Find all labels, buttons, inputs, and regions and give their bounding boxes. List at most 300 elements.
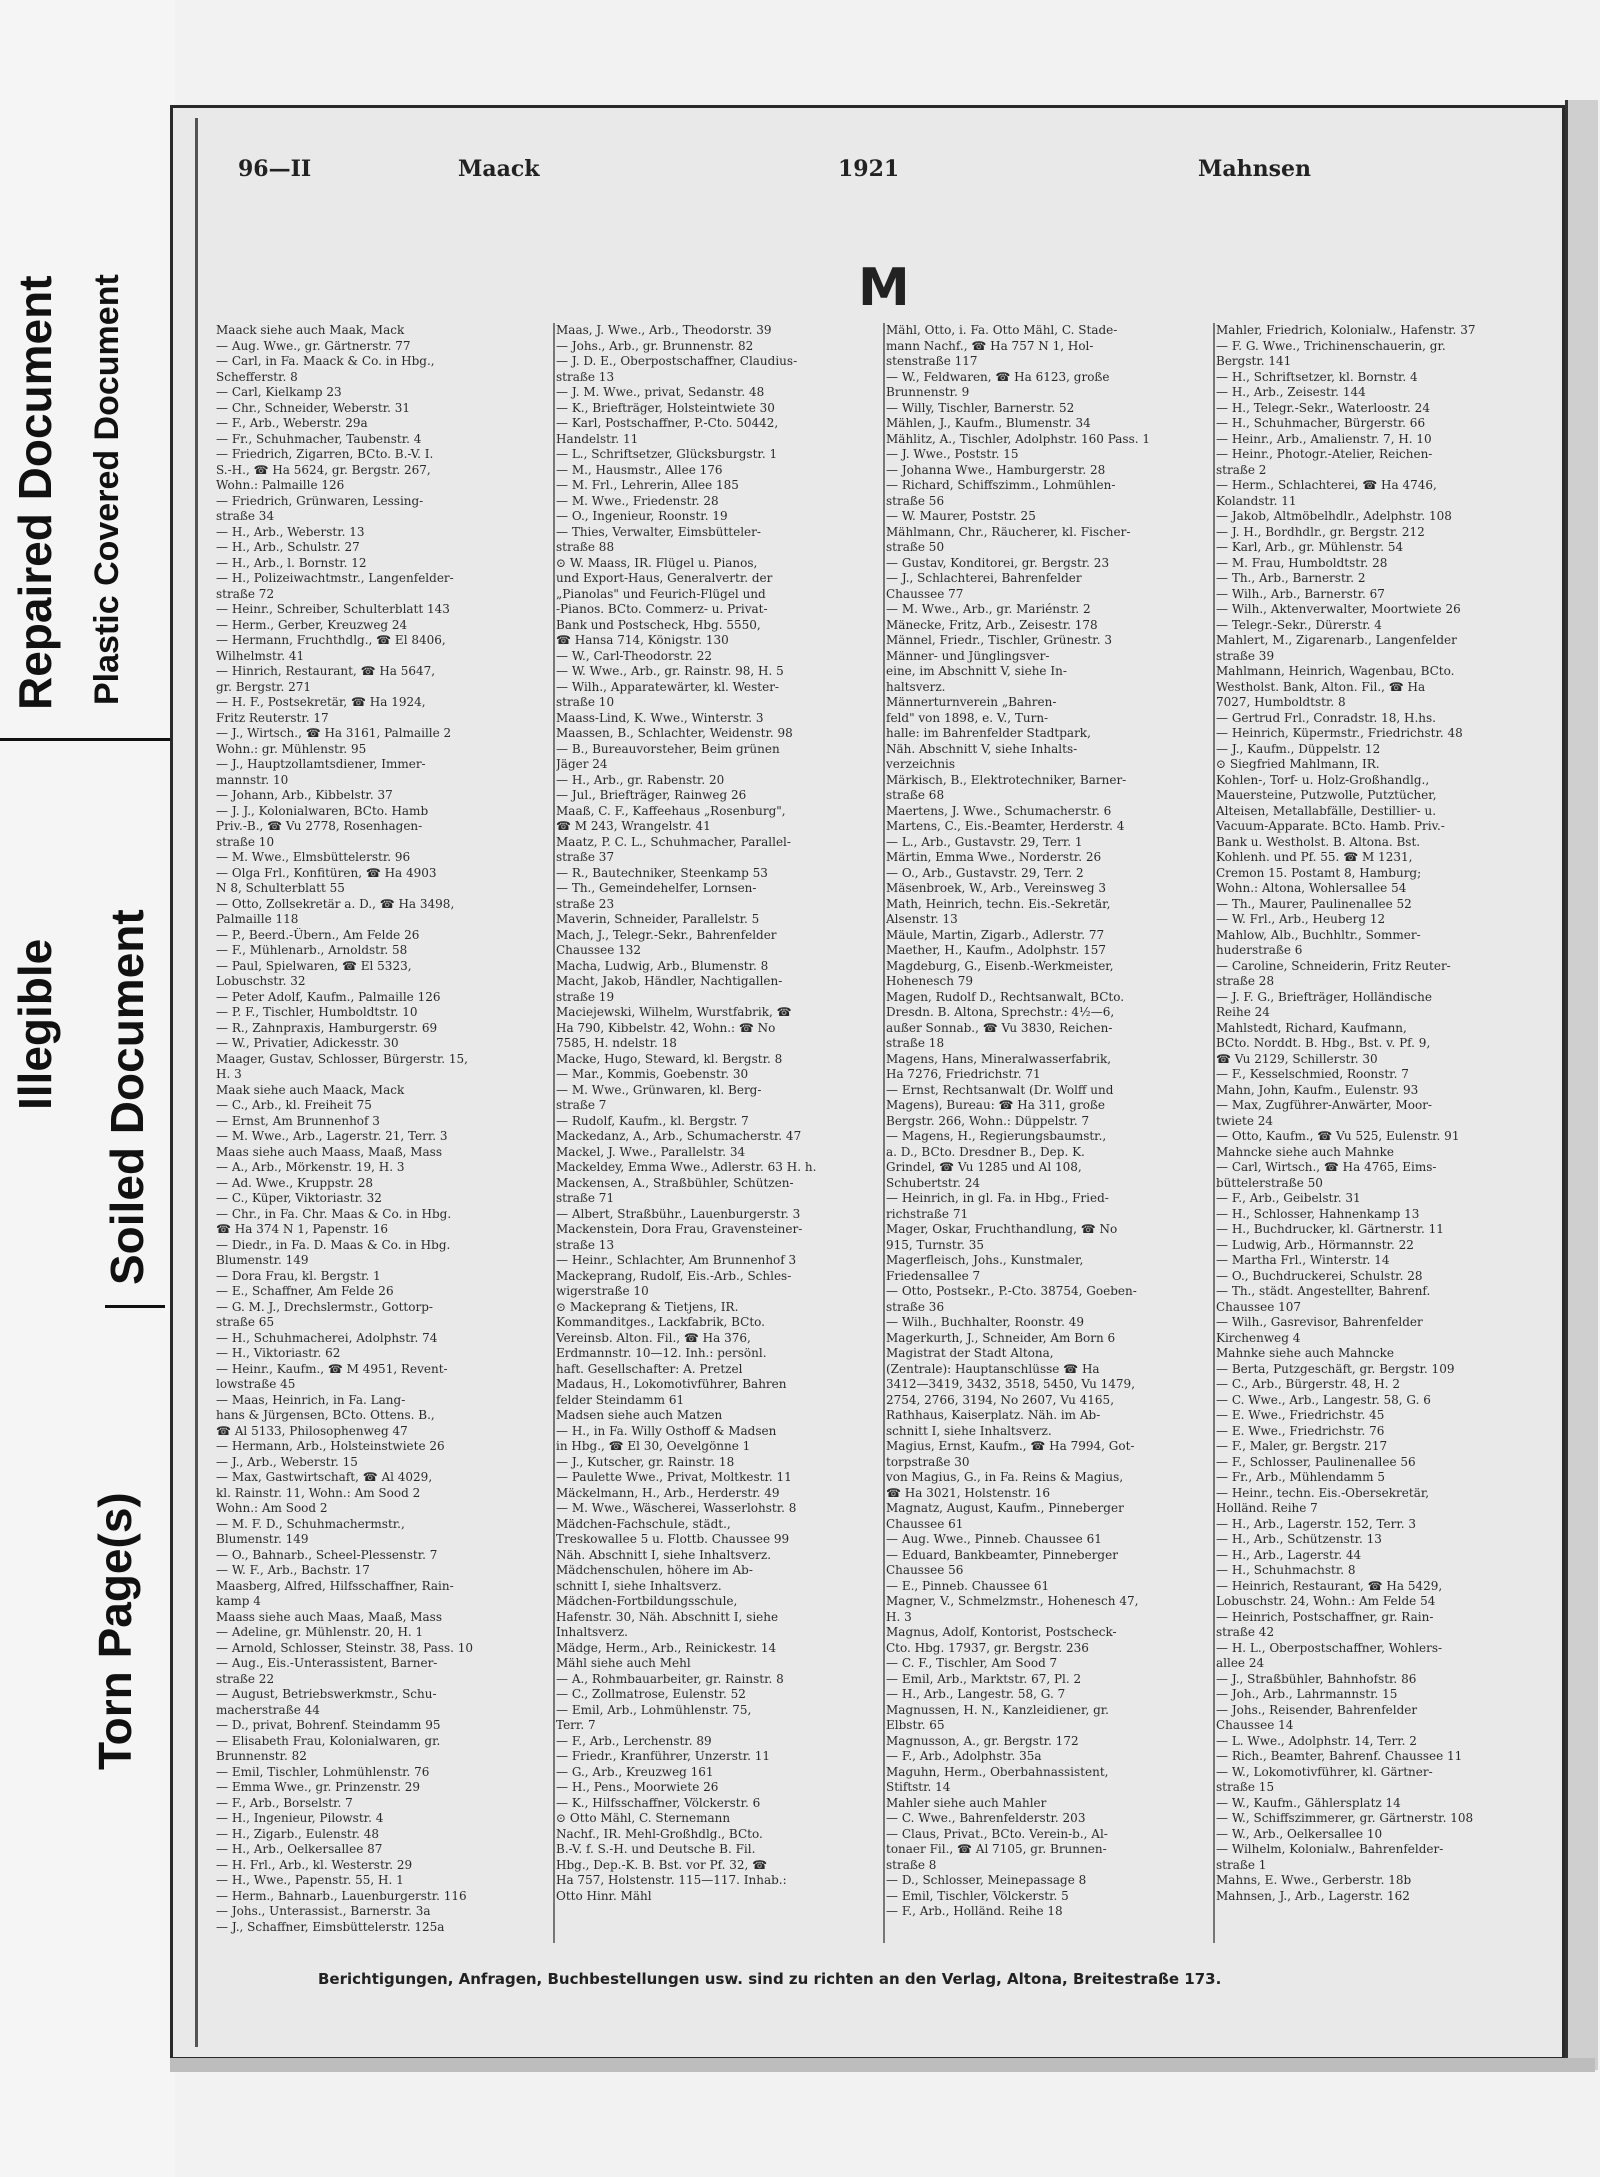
directory-entry: Mäule, Martin, Zigarb., Adlerstr. 77	[886, 927, 1105, 942]
label-divider	[0, 738, 170, 741]
directory-entry: straße 72	[216, 586, 275, 601]
directory-entry: richstraße 71	[886, 1206, 969, 1221]
directory-entry: straße 1	[1216, 1857, 1267, 1872]
directory-entry: Magius, Ernst, Kaufm., ☎ Ha 7994, Got-	[886, 1439, 1135, 1453]
directory-entry: — Wilh., Aktenverwalter, Moortwiete 26	[1216, 602, 1461, 616]
directory-entry: — Heinr., techn. Eis.-Obersekretär,	[1216, 1485, 1430, 1500]
directory-entry: — O., Ingenieur, Roonstr. 19	[556, 509, 728, 523]
directory-entry: Mahlmann, Heinrich, Wagenbau, BCto.	[1216, 664, 1455, 678]
directory-entry: Reihe 24	[1216, 1005, 1270, 1019]
directory-entry: Magerfleisch, Johs., Kunstmaler,	[886, 1253, 1084, 1267]
directory-entry: — H., Arb., Schützenstr. 13	[1216, 1532, 1382, 1546]
page-header	[198, 156, 1540, 196]
directory-entry: — A., Rohmbauarbeiter, gr. Rainstr. 8	[556, 1671, 784, 1686]
directory-entry: — Carl, in Fa. Maack & Co. in Hbg.,	[216, 354, 435, 368]
directory-entry: in Hbg., ☎ El 30, Oevelgönne 1	[556, 1439, 751, 1453]
directory-entry: — B., Bureauvorsteher, Beim grünen	[556, 741, 780, 756]
directory-entry: Mahler siehe auch Mahler	[886, 1795, 1047, 1810]
directory-entry: — H., Arb., gr. Rabenstr. 20	[556, 772, 725, 787]
directory-entry: — W. Wwe., Arb., gr. Rainstr. 98, H. 5	[556, 664, 784, 678]
directory-entry: Kohlenh. und Pf. 55. ☎ M 1231,	[1216, 850, 1413, 864]
directory-entry: straße 88	[556, 540, 615, 554]
directory-entry: — L. Wwe., Adolphstr. 14, Terr. 2	[1216, 1733, 1417, 1748]
directory-entry: — Wilh., Buchhalter, Roonstr. 49	[886, 1315, 1084, 1329]
directory-entry: — Aug. Wwe., Pinneb. Chaussee 61	[886, 1532, 1102, 1546]
directory-entry: — G., Arb., Kreuzweg 161	[556, 1764, 714, 1779]
directory-entry: 2754, 2766, 3194, No 2607, Vu 4165,	[886, 1392, 1115, 1407]
directory-entry: — Albert, Straßbühr., Lauenburgerstr. 3	[556, 1206, 801, 1221]
directory-entry: macherstraße 44	[216, 1702, 320, 1717]
directory-entry: — Th., städt. Angestellter, Bahrenf.	[1216, 1284, 1431, 1298]
directory-entry: — M. Wwe., Grünwaren, kl. Berg-	[556, 1082, 762, 1097]
directory-entry: — H., Schuhmachstr. 8	[1216, 1563, 1356, 1577]
directory-entry: Macht, Jakob, Händler, Nachtigallen-	[556, 974, 783, 988]
directory-entry: — D., privat, Bohrenf. Steindamm 95	[216, 1718, 441, 1732]
directory-entry: Magner, V., Schmelzmstr., Hohenesch 47,	[886, 1594, 1139, 1608]
directory-entry: — J., Wirtsch., ☎ Ha 3161, Palmaille 2	[216, 726, 452, 740]
directory-entry: — J. F. G., Briefträger, Holländische	[1216, 989, 1432, 1004]
directory-entry: büttelerstraße 50	[1216, 1175, 1323, 1190]
directory-entry: — H., Schuhmacher, Bürgerstr. 66	[1216, 416, 1426, 430]
directory-entry: — M. Wwe., Arb., gr. Mariénstr. 2	[886, 602, 1091, 616]
directory-entry: — Karl, Postschaffner, P.-Cto. 50442,	[556, 416, 779, 430]
label-torn-pages: Torn Page(s)	[89, 1492, 141, 1770]
directory-entry: — M. Wwe., Wäscherei, Wasserlohstr. 8	[556, 1501, 797, 1515]
directory-entry: Chaussee 107	[1216, 1299, 1302, 1314]
directory-entry: Mahncke siehe auch Mahnke	[1216, 1144, 1394, 1159]
directory-entry: — Wilhelm, Kolonialw., Bahrenfelder-	[1216, 1842, 1444, 1856]
directory-entry: huderstraße 6	[1216, 943, 1303, 957]
directory-entry: — H., Arb., Langestr. 58, G. 7	[886, 1687, 1066, 1701]
directory-entry: Kohlen-, Torf- u. Holz-Großhandlg.,	[1216, 772, 1430, 787]
directory-entry: — Th., Arb., Barnerstr. 2	[1216, 571, 1366, 585]
directory-entry: straße 71	[556, 1191, 615, 1205]
directory-entry: — H. Frl., Arb., kl. Westerstr. 29	[216, 1857, 413, 1872]
directory-entry: Martens, C., Eis.-Beamter, Herderstr. 4	[886, 819, 1125, 833]
directory-entry: — H., Viktoriastr. 62	[216, 1346, 341, 1360]
directory-entry: Maether, H., Kaufm., Adolphstr. 157	[886, 943, 1107, 957]
directory-entry: Alteisen, Metallabfälle, Destillier- u.	[1216, 803, 1437, 818]
directory-entry: — J., Straßbühler, Bahnhofstr. 86	[1216, 1671, 1417, 1686]
directory-entry: — G. M. J., Drechslermstr., Gottorp-	[216, 1299, 433, 1314]
section-letter: M	[858, 258, 910, 318]
directory-entry: Brunnenstr. 9	[886, 385, 970, 399]
label-divider	[105, 1305, 165, 1308]
directory-entry: Hohenesch 79	[886, 974, 974, 988]
directory-entry: — Telegr.-Sekr., Dürerstr. 4	[1216, 617, 1382, 632]
directory-entry: ☎ Ha 374 N 1, Papenstr. 16	[216, 1222, 388, 1236]
directory-entry: Brunnenstr. 82	[216, 1749, 307, 1763]
directory-entry: — Herm., Schlachterei, ☎ Ha 4746,	[1216, 478, 1437, 492]
directory-entry: BCto. Norddt. B. Hbg., Bst. v. Pf. 9,	[1216, 1036, 1431, 1050]
directory-entry: Kolandstr. 11	[1216, 493, 1297, 508]
scanned-page	[170, 105, 1565, 2060]
directory-column-3	[886, 323, 1206, 1953]
directory-entry: Maager, Gustav, Schlosser, Bürgerstr. 15,	[216, 1051, 468, 1066]
directory-entry: — E. Wwe., Friedrichstr. 45	[1216, 1408, 1385, 1422]
directory-entry: — J., Kutscher, gr. Rainstr. 18	[556, 1454, 735, 1469]
directory-entry: Nachf., IR. Mehl-Großhdlg., BCto.	[556, 1826, 763, 1841]
directory-entry: Grindel, ☎ Vu 1285 und Al 108,	[886, 1160, 1082, 1174]
directory-entry: — P. F., Tischler, Humboldtstr. 10	[216, 1005, 418, 1019]
directory-entry: Männer- und Jünglingsver-	[886, 648, 1050, 663]
directory-entry: Rathhaus, Kaiserplatz. Näh. im Ab-	[886, 1408, 1101, 1422]
directory-entry: gr. Bergstr. 271	[216, 679, 311, 694]
directory-entry: N 8, Schulterblatt 55	[216, 881, 345, 895]
directory-entry: — Martha Frl., Winterstr. 14	[1216, 1253, 1390, 1267]
directory-entry: Handelstr. 11	[556, 431, 639, 446]
directory-entry: Lobuschstr. 32	[216, 974, 306, 988]
directory-entry: — Heinr., Schreiber, Schulterblatt 143	[216, 602, 450, 616]
directory-entry: Maas siehe auch Maass, Maaß, Mass	[216, 1144, 442, 1159]
directory-entry: — Chr., in Fa. Chr. Maas & Co. in Hbg.	[216, 1206, 452, 1221]
directory-entry: 915, Turnstr. 35	[886, 1237, 985, 1252]
page-reference: 96—II	[238, 156, 312, 182]
directory-entry: Maack siehe auch Maak, Mack	[216, 323, 405, 337]
directory-entry: — C., Arb., kl. Freiheit 75	[216, 1098, 372, 1112]
directory-entry: — H., Telegr.-Sekr., Waterloostr. 24	[1216, 400, 1430, 415]
directory-entry: straße 23	[556, 896, 615, 911]
page-edge	[1565, 100, 1598, 2070]
directory-entry: außer Sonnab., ☎ Vu 3830, Reichen-	[886, 1020, 1113, 1035]
directory-entry: — Aug., Eis.-Unterassistent, Barner-	[216, 1656, 438, 1670]
directory-entry: Maasberg, Alfred, Hilfsschaffner, Rain-	[216, 1578, 454, 1593]
directory-entry: Wohn.: Altona, Wohlersallee 54	[1216, 881, 1407, 895]
directory-entry: — August, Betriebswerkmstr., Schu-	[216, 1687, 437, 1701]
directory-entry: — M., Hausmstr., Allee 176	[556, 462, 723, 477]
directory-entry: — Friedrich, Grünwaren, Lessing-	[216, 493, 424, 508]
directory-entry: Elbstr. 65	[886, 1718, 945, 1732]
page-edge	[170, 2058, 1595, 2072]
directory-entry: Otto Hinr. Mähl	[556, 1888, 652, 1903]
directory-entry: Magerkurth, J., Schneider, Am Born 6	[886, 1330, 1116, 1345]
directory-entry: — Gustav, Konditorei, gr. Bergstr. 23	[886, 555, 1110, 570]
directory-entry: Kommanditges., Lackfabrik, BCto.	[556, 1315, 765, 1329]
directory-entry: — J. D. E., Oberpostschaffner, Claudius-	[556, 354, 798, 368]
directory-entry: — Olga Frl., Konfitüren, ☎ Ha 4903	[216, 865, 437, 880]
directory-entry: Mähl siehe auch Mehl	[556, 1656, 691, 1670]
directory-entry: — Paulette Wwe., Privat, Moltkestr. 11	[556, 1470, 792, 1484]
directory-entry: H. 3	[216, 1067, 242, 1081]
directory-entry: Erdmannstr. 10—12. Inh.: persönl.	[556, 1346, 767, 1360]
directory-entry: Chaussee 61	[886, 1516, 964, 1531]
directory-entry: Magnussen, H. N., Kanzleidiener, gr.	[886, 1702, 1109, 1717]
directory-entry: Mädchen-Fortbildungsschule,	[556, 1594, 738, 1608]
directory-entry: straße 19	[556, 989, 615, 1004]
directory-entry: Chaussee 77	[886, 586, 964, 601]
directory-entry: — J., Arb., Weberstr. 15	[216, 1454, 358, 1469]
directory-entry: Magen, Rudolf D., Rechtsanwalt, BCto.	[886, 989, 1125, 1004]
directory-entry: — H., Arb., l. Bornstr. 12	[216, 555, 367, 570]
directory-entry: Magens, Hans, Mineralwasserfabrik,	[886, 1051, 1112, 1066]
directory-entry: Bergstr. 266, Wohn.: Düppelstr. 7	[886, 1113, 1090, 1128]
directory-entry: — W., Feldwaren, ☎ Ha 6123, große	[886, 369, 1110, 384]
directory-entry: Mahns, E. Wwe., Gerberstr. 18b	[1216, 1873, 1412, 1887]
directory-entry: Maas, J. Wwe., Arb., Theodorstr. 39	[556, 323, 772, 337]
directory-entry: Magnus, Adolf, Kontorist, Postscheck-	[886, 1625, 1117, 1639]
directory-entry: — Carl, Kielkamp 23	[216, 385, 342, 399]
directory-entry: — O., Arb., Gustavstr. 29, Terr. 2	[886, 865, 1084, 880]
directory-entry: — Ad. Wwe., Kruppstr. 28	[216, 1175, 374, 1190]
directory-entry: — Emil, Arb., Lohmühlenstr. 75,	[556, 1702, 752, 1717]
directory-entry: — Wilh., Gasrevisor, Bahrenfelder	[1216, 1315, 1423, 1329]
directory-entry: Chaussee 14	[1216, 1718, 1294, 1732]
directory-entry: straße 10	[216, 834, 275, 849]
directory-entry: — W., Kaufm., Gählersplatz 14	[1216, 1795, 1401, 1810]
label-strip	[0, 0, 175, 2177]
directory-entry: Schefferstr. 8	[216, 369, 298, 384]
directory-entry: — J., Schlachterei, Bahrenfelder	[886, 571, 1082, 585]
directory-entry: — C. Wwe., Arb., Langestr. 58, G. 6	[1216, 1392, 1431, 1407]
directory-entry: Mackensen, A., Straßbühler, Schützen-	[556, 1175, 794, 1190]
directory-entry: — Johanna Wwe., Hamburgerstr. 28	[886, 462, 1106, 477]
directory-entry: — Jul., Briefträger, Rainweg 26	[556, 788, 747, 802]
directory-entry: Wilhelmstr. 41	[216, 648, 305, 663]
directory-entry: — J. J., Kolonialwaren, BCto. Hamb	[216, 803, 429, 818]
directory-entry: — P., Beerd.-Übern., Am Felde 26	[216, 927, 420, 942]
directory-entry: — Mar., Kommis, Goebenstr. 30	[556, 1067, 749, 1081]
directory-entry: — O., Buchdruckerei, Schulstr. 28	[1216, 1268, 1423, 1283]
directory-entry: Holländ. Reihe 7	[1216, 1501, 1318, 1515]
directory-entry: — L., Schriftsetzer, Glücksburgstr. 1	[556, 447, 778, 461]
directory-entry: Mahn, John, Kaufm., Eulenstr. 93	[1216, 1082, 1419, 1097]
directory-entry: S.-H., ☎ Ha 5624, gr. Bergstr. 267,	[216, 462, 431, 477]
directory-entry: — H., in Fa. Willy Osthoff & Madsen	[556, 1423, 777, 1438]
directory-entry: Schubertstr. 24	[886, 1175, 981, 1190]
directory-entry: B.-V. f. S.-H. und Deutsche B. Fil.	[556, 1842, 756, 1856]
directory-entry: — Arnold, Schlosser, Steinstr. 38, Pass. 10	[216, 1640, 474, 1655]
directory-entry: Männerturnverein „Bahren-	[886, 695, 1057, 709]
directory-entry: — C., Küper, Viktoriastr. 32	[216, 1191, 382, 1205]
directory-entry: Mählitz, A., Tischler, Adolphstr. 160 Pass. 1	[886, 431, 1150, 446]
directory-entry: straße 50	[886, 540, 945, 554]
directory-entry: — Johs., Reisender, Bahrenfelder	[1216, 1702, 1418, 1717]
directory-entry: — M. Frau, Humboldtstr. 28	[1216, 555, 1388, 570]
directory-entry: — H., Wwe., Papenstr. 55, H. 1	[216, 1873, 404, 1887]
directory-entry: Mäckelmann, H., Arb., Herderstr. 49	[556, 1485, 780, 1500]
directory-entry: Mahler, Friedrich, Kolonialw., Hafenstr. 37	[1216, 323, 1476, 337]
directory-entry: ☎ Hansa 714, Königstr. 130	[556, 633, 729, 647]
directory-entry: Terr. 7	[556, 1718, 596, 1732]
directory-entry: — R., Zahnpraxis, Hamburgerstr. 69	[216, 1020, 438, 1035]
directory-entry: Männel, Friedr., Tischler, Grünestr. 3	[886, 633, 1112, 647]
page-content	[195, 118, 1540, 2047]
directory-entry: straße 10	[556, 695, 615, 709]
directory-entry: — Heinrich, Küpermstr., Friedrichstr. 48	[1216, 726, 1463, 740]
directory-entry: Näh. Abschnitt V, siehe Inhalts-	[886, 741, 1078, 756]
directory-entry: Maatz, P. C. L., Schuhmacher, Parallel-	[556, 834, 791, 849]
directory-entry: — Aug. Wwe., gr. Gärtnerstr. 77	[216, 338, 411, 353]
directory-entry: Lobuschstr. 24, Wohn.: Am Felde 54	[1216, 1594, 1436, 1608]
directory-entry: — Magens, H., Regierungsbaumstr.,	[886, 1129, 1107, 1143]
directory-entry: — M. Wwe., Friedenstr. 28	[556, 493, 719, 508]
directory-entry: — Caroline, Schneiderin, Fritz Reuter-	[1216, 958, 1451, 973]
directory-entry: Fritz Reuterstr. 17	[216, 710, 329, 725]
directory-entry: — H., Arb., Zeisestr. 144	[1216, 385, 1366, 399]
directory-entry: — Karl, Arb., gr. Mühlenstr. 54	[1216, 540, 1404, 554]
directory-entry: 7585, H. ndelstr. 18	[556, 1036, 677, 1050]
directory-entry: — Thies, Verwalter, Eimsbütteler-	[556, 524, 761, 539]
directory-entry: Maguhn, Herm., Oberbahnassistent,	[886, 1764, 1109, 1779]
directory-entry: Mackenstein, Dora Frau, Gravensteiner-	[556, 1222, 803, 1236]
directory-entry: — O., Bahnarb., Scheel-Plessenstr. 7	[216, 1547, 438, 1562]
directory-entry: — Friedr., Kranführer, Unzerstr. 11	[556, 1749, 771, 1763]
directory-entry: stenstraße 117	[886, 354, 978, 368]
directory-entry: — Wilh., Apparatewärter, kl. Wester-	[556, 679, 779, 694]
directory-entry: — Hinrich, Restaurant, ☎ Ha 5647,	[216, 664, 436, 678]
directory-entry: — E., Pinneb. Chaussee 61	[886, 1578, 1050, 1593]
directory-entry: feld" von 1898, e. V., Turn-	[886, 710, 1049, 725]
directory-entry: — H., Schuhmacherei, Adolphstr. 74	[216, 1330, 438, 1345]
directory-entry: Märkisch, B., Elektrotechniker, Barner-	[886, 772, 1127, 787]
directory-entry: — Max, Zugführer-Anwärter, Moor-	[1216, 1098, 1432, 1112]
directory-entry: Wohn.: gr. Mühlenstr. 95	[216, 741, 367, 756]
directory-entry: „Pianolas" und Feurich-Flügel und	[556, 586, 766, 601]
directory-entry: mann Nachf., ☎ Ha 757 N 1, Hol-	[886, 338, 1094, 353]
directory-entry: Mänecke, Fritz, Arb., Zeisestr. 178	[886, 617, 1098, 632]
directory-entry: straße 2	[1216, 462, 1267, 477]
directory-entry: — Hermann, Arb., Holsteinstwiete 26	[216, 1439, 445, 1453]
directory-entry: Maass siehe auch Maas, Maaß, Mass	[216, 1609, 442, 1624]
directory-entry: wigerstraße 10	[556, 1284, 649, 1298]
directory-entry: — Gertrud Frl., Conradstr. 18, H.hs.	[1216, 710, 1436, 725]
header-last-name: Mahnsen	[1198, 156, 1311, 182]
directory-entry: — Max, Gastwirtschaft, ☎ Al 4029,	[216, 1470, 433, 1484]
directory-entry: — Rich., Beamter, Bahrenf. Chaussee 11	[1216, 1749, 1463, 1763]
directory-entry: — F., Kesselschmied, Roonstr. 7	[1216, 1067, 1409, 1081]
directory-entry: — Johann, Arb., Kibbelstr. 37	[216, 788, 393, 802]
directory-entry: — J., Kaufm., Düppelstr. 12	[1216, 741, 1381, 756]
directory-entry: ⊙ Siegfried Mahlmann, IR.	[1216, 757, 1380, 771]
directory-entry: Ha 790, Kibbelstr. 42, Wohn.: ☎ No	[556, 1020, 776, 1035]
directory-entry: Mach, J., Telegr.-Sekr., Bahrenfelder	[556, 927, 777, 942]
directory-entry: — Johs., Arb., gr. Brunnenstr. 82	[556, 338, 754, 353]
directory-entry: — F., Schlosser, Paulinenallee 56	[1216, 1454, 1416, 1469]
directory-entry: Mädchen-Fachschule, städt.,	[556, 1516, 731, 1531]
directory-entry: Dresdn. B. Altona, Sprechstr.: 4½—6,	[886, 1005, 1115, 1019]
directory-entry: Mädchenschulen, höhere im Ab-	[556, 1563, 753, 1577]
directory-entry: — H., Schriftsetzer, kl. Bornstr. 4	[1216, 369, 1418, 384]
directory-entry: — Ernst, Rechtsanwalt (Dr. Wolff und	[886, 1082, 1114, 1097]
directory-entry: verzeichnis	[886, 757, 956, 771]
directory-entry: straße 28	[1216, 974, 1275, 988]
directory-entry: — Fr., Arb., Mühlendamm 5	[1216, 1470, 1385, 1484]
directory-entry: und Export-Haus, Generalvertr. der	[556, 571, 773, 585]
directory-entry: — Heinrich, Postschaffner, gr. Rain-	[1216, 1609, 1434, 1624]
directory-entry: felder Steindamm 61	[556, 1392, 685, 1407]
directory-entry: — Willy, Tischler, Barnerstr. 52	[886, 400, 1075, 415]
directory-entry: Wohn.: Palmaille 126	[216, 478, 345, 492]
directory-entry: — H., Buchdrucker, kl. Gärtnerstr. 11	[1216, 1222, 1444, 1236]
directory-entry: — F., Arb., Weberstr. 29a	[216, 416, 368, 430]
label-repaired-document: Repaired Document	[9, 275, 61, 710]
directory-entry: ⊙ Mackeprang & Tietjens, IR.	[556, 1299, 739, 1314]
directory-entry: Magnusson, A., gr. Bergstr. 172	[886, 1733, 1079, 1748]
directory-entry: Chaussee 132	[556, 943, 642, 957]
directory-entry: — F., Arb., Geibelstr. 31	[1216, 1191, 1361, 1205]
directory-entry: (Zentrale): Hauptanschlüsse ☎ Ha	[886, 1361, 1100, 1376]
directory-entry: — W. F., Arb., Bachstr. 17	[216, 1563, 370, 1577]
directory-entry: — Adeline, gr. Mühlenstr. 20, H. 1	[216, 1625, 424, 1639]
directory-entry: Maak siehe auch Maack, Mack	[216, 1082, 405, 1097]
directory-entry: Cto. Hbg. 17937, gr. Bergstr. 236	[886, 1640, 1089, 1655]
directory-entry: — Chr., Schneider, Weberstr. 31	[216, 400, 411, 415]
directory-entry: — Emil, Arb., Marktstr. 67, Pl. 2	[886, 1671, 1082, 1686]
directory-entry: — Ludwig, Arb., Hörmannstr. 22	[1216, 1237, 1414, 1252]
directory-entry: — F. G. Wwe., Trichinenschauerin, gr.	[1216, 338, 1446, 353]
directory-entry: — H., Schlosser, Hahnenkamp 13	[1216, 1206, 1420, 1221]
directory-entry: — Dora Frau, kl. Bergstr. 1	[216, 1268, 381, 1283]
directory-entry: Mäsenbroek, W., Arb., Vereinsweg 3	[886, 881, 1107, 895]
directory-column-2	[556, 323, 876, 1953]
directory-entry: Mahlstedt, Richard, Kaufmann,	[1216, 1020, 1407, 1035]
directory-entry: ⊙ W. Maass, IR. Flügel u. Pianos,	[556, 555, 758, 570]
directory-entry: — Heinrich, Restaurant, ☎ Ha 5429,	[1216, 1578, 1443, 1593]
header-year: 1921	[838, 156, 900, 182]
directory-entry: — Th., Gemeindehelfer, Lornsen-	[556, 881, 757, 895]
directory-entry: Mahnsen, J., Arb., Lagerstr. 162	[1216, 1888, 1410, 1903]
label-illegible: Illegible	[9, 938, 61, 1110]
directory-entry: Mackeprang, Rudolf, Eis.-Arb., Schles-	[556, 1268, 792, 1283]
directory-entry: — Heinr., Kaufm., ☎ M 4951, Revent-	[216, 1361, 448, 1376]
directory-entry: a. D., BCto. Dresdner B., Dep. K.	[886, 1144, 1085, 1159]
directory-entry: Hafenstr. 30, Näh. Abschnitt I, siehe	[556, 1609, 779, 1624]
directory-entry: — J. H., Bordhdlr., gr. Bergstr. 212	[1216, 524, 1425, 539]
directory-entry: straße 42	[1216, 1625, 1275, 1639]
directory-entry: Bank u. Westholst. B. Altona. Bst.	[1216, 834, 1421, 849]
directory-entry: — Claus, Privat., BCto. Verein-b., Al-	[886, 1826, 1108, 1841]
directory-entry: schnitt I, siehe Inhaltsverz.	[556, 1578, 722, 1593]
directory-entry: — J., Hauptzollamtsdiener, Immer-	[216, 757, 426, 771]
directory-entry: — C., Arb., Bürgerstr. 48, H. 2	[1216, 1377, 1400, 1391]
directory-entry: Magens), Bureau: ☎ Ha 311, große	[886, 1098, 1106, 1112]
directory-entry: — Heinr., Photogr.-Atelier, Reichen-	[1216, 447, 1433, 461]
directory-entry: — H., Arb., Lagerstr. 44	[1216, 1547, 1362, 1562]
directory-entry: halle: im Bahrenfelder Stadtpark,	[886, 726, 1091, 740]
directory-entry: Treskowallee 5 u. Flottb. Chaussee 99	[556, 1532, 790, 1546]
directory-entry: — W. Frl., Arb., Heuberg 12	[1216, 912, 1386, 926]
directory-entry: Märtin, Emma Wwe., Norderstr. 26	[886, 850, 1102, 864]
directory-entry: — J., Schaffner, Eimsbüttelerstr. 125a	[216, 1919, 445, 1934]
directory-entry: Chaussee 56	[886, 1563, 964, 1577]
directory-entry: — F., Arb., Holländ. Reihe 18	[886, 1904, 1063, 1918]
directory-entry: straße 39	[1216, 648, 1275, 663]
directory-entry: Blumenstr. 149	[216, 1253, 309, 1267]
directory-entry: — C. F., Tischler, Am Sood 7	[886, 1656, 1058, 1670]
directory-entry: — W. Maurer, Poststr. 25	[886, 509, 1036, 523]
directory-entry: — Peter Adolf, Kaufm., Palmaille 126	[216, 989, 441, 1004]
directory-entry: Math, Heinrich, techn. Eis.-Sekretär,	[886, 896, 1111, 911]
directory-entry: — H. L., Oberpostschaffner, Wohlers-	[1216, 1640, 1443, 1655]
directory-entry: — Hermann, Fruchthdlg., ☎ El 8406,	[216, 633, 446, 647]
directory-entry: — F., Mühlenarb., Arnoldstr. 58	[216, 943, 408, 957]
directory-entry: Vacuum-Apparate. BCto. Hamb. Priv.-	[1216, 819, 1445, 833]
directory-entry: — Berta, Putzgeschäft, gr. Bergstr. 109	[1216, 1361, 1455, 1376]
directory-entry: ☎ Al 5133, Philosophenweg 47	[216, 1423, 408, 1438]
directory-entry: Magdeburg, G., Eisenb.-Werkmeister,	[886, 958, 1114, 973]
directory-entry: — D., Schlosser, Meinepassage 8	[886, 1873, 1087, 1887]
directory-entry: Maciejewski, Wilhelm, Wurstfabrik, ☎	[556, 1005, 792, 1019]
directory-entry: — F., Arb., Adolphstr. 35a	[886, 1749, 1042, 1763]
directory-entry: — Diedr., in Fa. D. Maas & Co. in Hbg.	[216, 1237, 451, 1252]
directory-entry: straße 56	[886, 493, 945, 508]
directory-entry: Mackel, J. Wwe., Parallelstr. 34	[556, 1144, 746, 1159]
directory-entry: Macha, Ludwig, Arb., Blumenstr. 8	[556, 958, 769, 973]
directory-entry: Madaus, H., Lokomotivführer, Bahren	[556, 1377, 787, 1391]
directory-entry: straße 8	[886, 1857, 937, 1872]
directory-entry: — Maas, Heinrich, in Fa. Lang-	[216, 1392, 406, 1407]
directory-entry: Jäger 24	[556, 757, 608, 771]
